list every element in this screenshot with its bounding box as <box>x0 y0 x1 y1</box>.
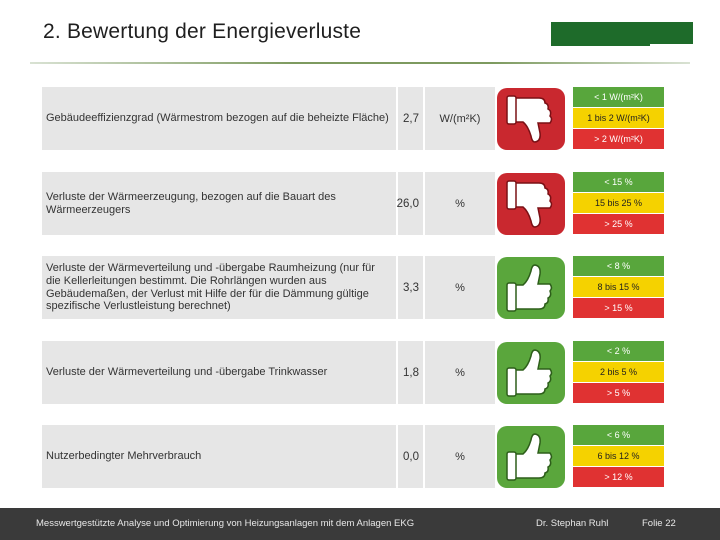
title-divider <box>30 62 690 64</box>
row-description: Gebäudeeffizienzgrad (Wärmestrom bezogen auf die beheizte Fläche) <box>42 87 396 150</box>
row-description: Verluste der Wärmeerzeugung, bezogen auf die Bauart des Wärmeerzeugers <box>42 172 396 235</box>
row-description: Verluste der Wärmeverteilung und -übergabe Raumheizung (nur für die Kellerleitungen bestimmt. Die Rohrlängen wurden aus Gebäudemaßen, der Verlust mit Hilfe der für die Dämmung gültige spezifische Verlustleistung berechnet) <box>42 256 396 319</box>
scale-good: < 1 W/(m²K) <box>573 87 664 108</box>
table-row <box>42 425 664 488</box>
thumbs-up-icon <box>497 426 565 488</box>
scale-good: < 15 % <box>573 172 664 193</box>
scale-bad: > 2 W/(m²K) <box>573 129 664 150</box>
row-unit: W/(m²K) <box>425 87 495 150</box>
table-row <box>42 87 664 150</box>
scale-medium: 15 bis 25 % <box>573 193 664 214</box>
scale-medium: 2 bis 5 % <box>573 362 664 383</box>
footer-author: Dr. Stephan Ruhl <box>536 518 609 529</box>
scale-bad: > 25 % <box>573 214 664 235</box>
row-value: 2,7 <box>398 87 423 150</box>
table-row <box>42 172 664 235</box>
scale-medium: 1 bis 2 W/(m²K) <box>573 108 664 129</box>
rating-scale <box>573 425 664 488</box>
table-row <box>42 256 664 319</box>
row-unit: % <box>425 341 495 404</box>
rating-scale <box>573 256 664 319</box>
row-description: Nutzerbedingter Mehrverbrauch <box>42 425 396 488</box>
row-value: 26,0 <box>398 172 423 235</box>
scale-medium: 8 bis 15 % <box>573 277 664 298</box>
rating-scale <box>573 87 664 150</box>
scale-medium: 6 bis 12 % <box>573 446 664 467</box>
thumbs-up-icon <box>497 257 565 319</box>
rating-scale <box>573 341 664 404</box>
row-unit: % <box>425 256 495 319</box>
footer-bar <box>0 508 720 540</box>
scale-good: < 6 % <box>573 425 664 446</box>
rating-scale <box>573 172 664 235</box>
row-value: 3,3 <box>398 256 423 319</box>
row-value: 1,8 <box>398 341 423 404</box>
thumbs-up-icon <box>497 342 565 404</box>
scale-bad: > 5 % <box>573 383 664 404</box>
scale-good: < 8 % <box>573 256 664 277</box>
thumbs-down-icon <box>497 173 565 235</box>
scale-bad: > 15 % <box>573 298 664 319</box>
thumbs-down-icon <box>497 88 565 150</box>
footer-title: Messwertgestützte Analyse und Optimierung von Heizungsanlagen mit dem Anlagen EKG <box>36 518 415 529</box>
row-value: 0,0 <box>398 425 423 488</box>
logo <box>551 22 693 46</box>
row-unit: % <box>425 425 495 488</box>
row-unit: % <box>425 172 495 235</box>
logo-notch <box>650 44 693 47</box>
footer-slide-number: Folie 22 <box>642 518 676 529</box>
scale-bad: > 12 % <box>573 467 664 488</box>
row-description: Verluste der Wärmeverteilung und -übergabe Trinkwasser <box>42 341 396 404</box>
table-row <box>42 341 664 404</box>
page-title: 2. Bewertung der Energieverluste <box>43 20 362 43</box>
scale-good: < 2 % <box>573 341 664 362</box>
